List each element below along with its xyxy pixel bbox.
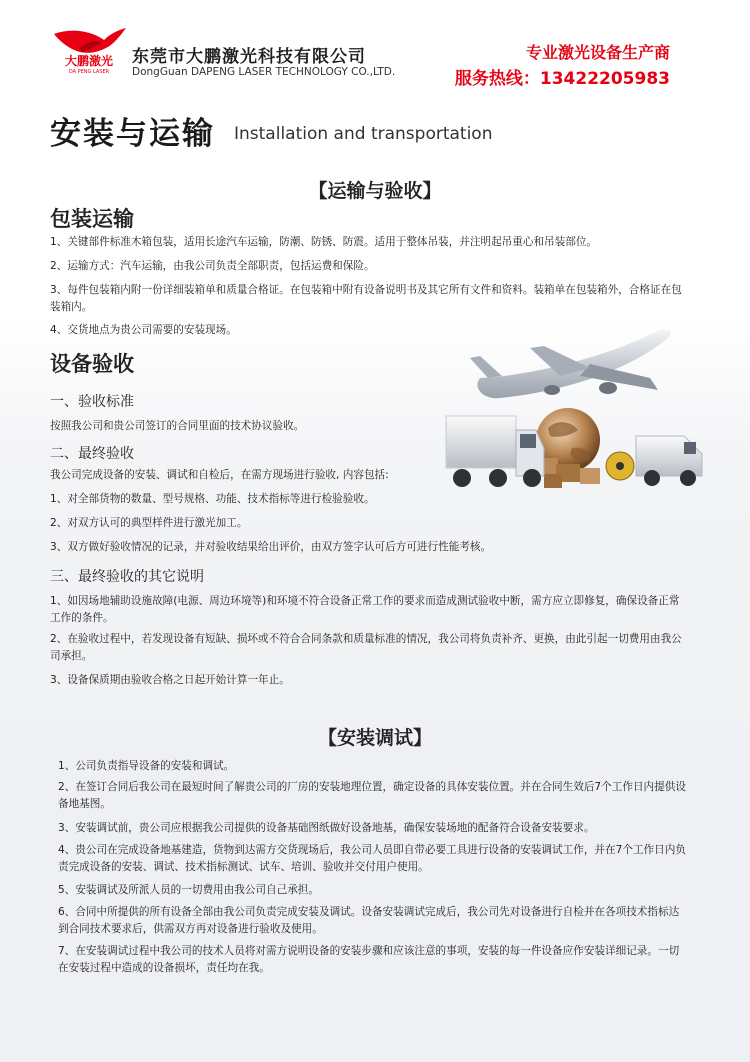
packing-item: 4、交货地点为贵公司需要的安装现场。 — [50, 324, 237, 336]
heading-acceptance: 设备验收 — [50, 352, 134, 376]
other-item: 1、如因场地辅助设施故障(电源、周边环境等)和环境不符合设备正常工作的要求而造成测试验收中断，需方应立即修复，确保设备正常工作的条件。 — [50, 595, 680, 624]
logistics-illustration — [440, 318, 710, 508]
install-item: 1、公司负责指导设备的安装和调试。 — [58, 760, 235, 772]
subheading-standard: 一、验收标准 — [50, 394, 134, 410]
svg-text:DA PENG LASER: DA PENG LASER — [68, 69, 110, 74]
service-hotline: 服务热线：13422205983 — [454, 69, 670, 89]
subheading-final: 二、最终验收 — [50, 446, 134, 462]
tagline: 专业激光设备生产商 — [525, 43, 670, 62]
airplane-icon — [470, 329, 671, 398]
company-logo — [50, 24, 128, 74]
page-title-en: Installation and transportation — [234, 124, 493, 144]
install-item: 6、合同中所提供的所有设备全部由我公司负责完成安装及调试。设备安装调试完成后，我公司先对设备进行自检并在各项技术指标达到合同技术要求后，供需双方再对设备进行验收及使用。 — [58, 906, 680, 935]
final-item: 2、对双方认可的典型样件进行激光加工。 — [50, 517, 248, 529]
packing-item: 3、每件包装箱内附一份详细装箱单和质量合格证。在包装箱中附有设备说明书及其它所有文件和资料。装箱单在包装箱外，合格证在包装箱内。 — [50, 284, 682, 313]
install-item: 2、在签订合同后我公司在最短时间了解贵公司的厂房的安装地理位置，确定设备的具体安装位置。并在合同生效后7个工作日内提供设备地基图。 — [58, 781, 686, 810]
install-item: 7、在安装调试过程中我公司的技术人员将对需方说明设备的安装步骤和应该注意的事项，安装的每一件设备应作安装详细记录。一切在安装过程中造成的设备损坏，责任均在我。 — [58, 945, 680, 974]
final-item: 我公司完成设备的安装、调试和自检后，在需方现场进行验收, 内容包括: — [50, 469, 389, 481]
install-item: 4、贵公司在完成设备地基建造，货物到达需方交货现场后，我公司人员即自带必要工具进行设备的安装调试工作，并在7个工作日内负责完成设备的安装、调试、技术指标测试、试车、培训、验收并交付用户使用。 — [58, 844, 686, 873]
final-item: 3、双方做好验收情况的记录，并对验收结果给出评价，由双方签字认可后方可进行性能考核。 — [50, 541, 492, 553]
heading-packing: 包装运输 — [50, 207, 134, 231]
other-item: 2、在验收过程中，若发现设备有短缺、损坏或不符合合同条款和质量标准的情况，我公司将负责补齐、更换，由此引起一切费用由我公司承担。 — [50, 633, 682, 662]
install-item: 5、安装调试及所派人员的一切费用由我公司自己承担。 — [58, 884, 319, 896]
page-title: 安装与运输 — [50, 116, 215, 152]
section-title-transport: 【运输与验收】 — [308, 180, 442, 202]
other-item: 3、设备保质期由验收合格之日起开始计算一年止。 — [50, 674, 290, 686]
truck-icon — [446, 416, 544, 487]
subheading-other: 三、最终验收的其它说明 — [50, 569, 204, 585]
svg-text:大鹏激光: 大鹏激光 — [64, 54, 114, 68]
company-name-cn: 东莞市大鹏激光科技有限公司 — [132, 47, 366, 67]
company-name-en: DongGuan DAPENG LASER TECHNOLOGY CO.,LTD. — [132, 66, 396, 78]
van-icon — [636, 436, 702, 486]
packing-item: 1、关键部件标准木箱包装，适用长途汽车运输，防潮、防锈、防震。适用于整体吊装，并注明起吊重心和吊装部位。 — [50, 236, 598, 248]
section-title-installation: 【安装调试】 — [317, 727, 432, 749]
packing-item: 2、运输方式：汽车运输，由我公司负责全部职责，包括运费和保险。 — [50, 260, 375, 272]
standard-text: 按照我公司和贵公司签订的合同里面的技术协议验收。 — [50, 420, 305, 432]
install-item: 3、安装调试前，贵公司应根据我公司提供的设备基础图纸做好设备地基，确保安装场地的配备符合设备安装要求。 — [58, 822, 595, 834]
final-item: 1、对全部货物的数量、型号规格、功能、技术指标等进行检验验收。 — [50, 493, 375, 505]
